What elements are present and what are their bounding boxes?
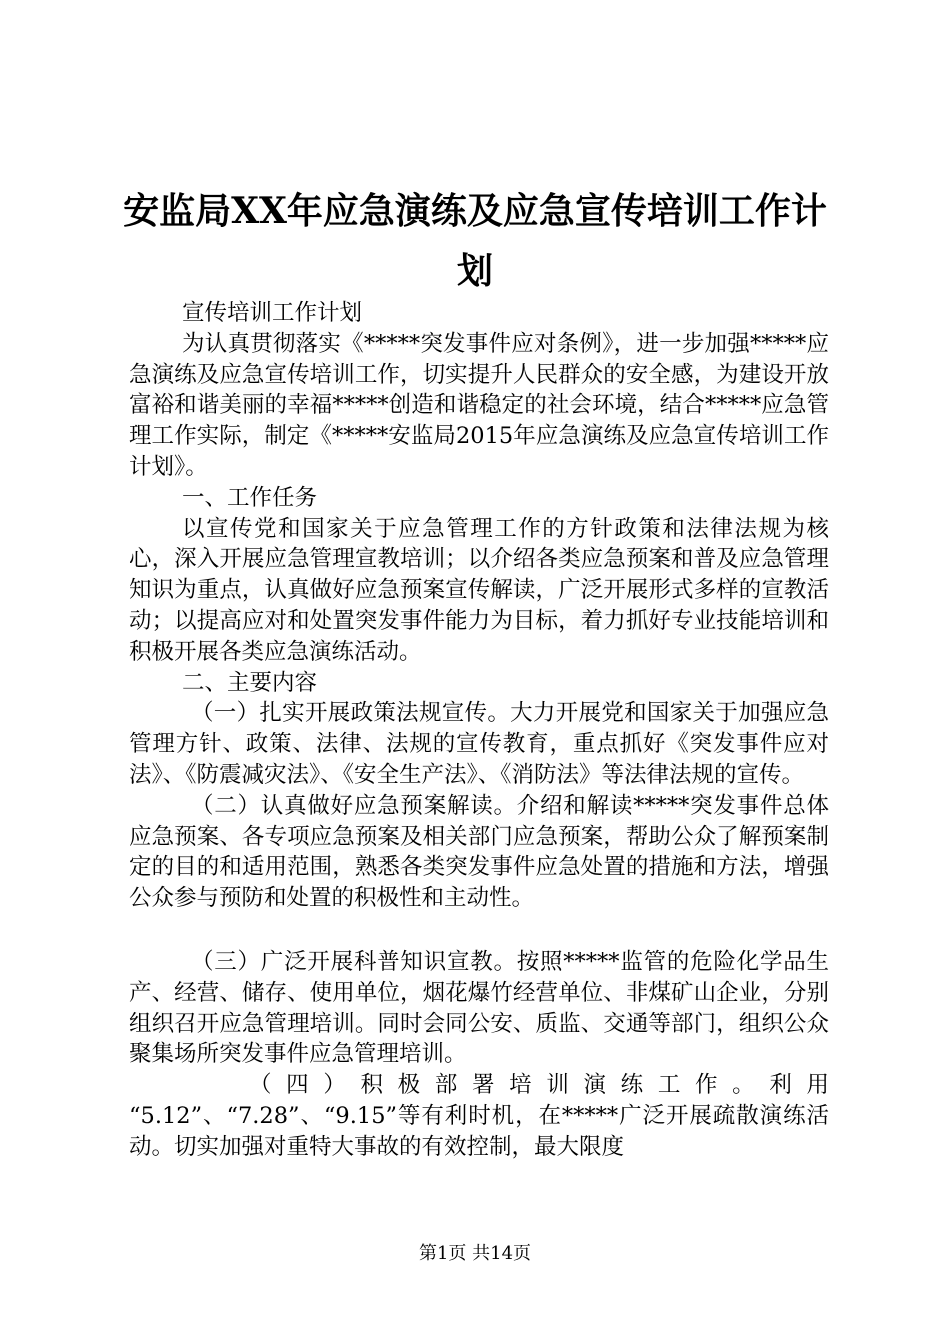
document-body	[129, 298, 829, 1163]
content-item-4-rest: “5.12”、“7.28”、“9.15”等有利时机，在*****广泛开展疏散演练活动。切实加强对重特大事故的有效控制，最大限度	[129, 1102, 829, 1160]
section-heading-tasks: 一、工作任务	[182, 484, 318, 511]
document-title-line2: 划	[456, 250, 493, 292]
tasks-paragraph: 以宣传党和国家关于应急管理工作的方针政策和法律法规为核心，深入开展应急管理宣教培训；以介绍各类应急预案和普及应急管理知识为重点，认真做好应急预案宣传解读，广泛开展形式多样的宣教活动；以提高应对和处置突发事件能力为目标，着力抓好专业技能培训和积极开展各类应急演练活动。	[129, 515, 829, 665]
content-item-2: （二）认真做好应急预案解读。介绍和解读*****突发事件总体应急预案、各专项应急预案及相关部门应急预案，帮助公众了解预案制定的目的和适用范围，熟悉各类突发事件应急处置的措施和方法，增强公众参与预防和处置的积极性和主动性。	[129, 792, 829, 912]
content-item-1: （一）扎实开展政策法规宣传。大力开展党和国家关于加强应急管理方针、政策、法律、法规的宣传教育，重点抓好《突发事件应对法》、《防震减灾法》、《安全生产法》、《消防法》等法律法规的宣传。	[129, 700, 829, 788]
content-item-4-first-line: （四）积极部署培训演练工作。利用	[249, 1072, 829, 1099]
page-footer: 第1页 共14页	[418, 1243, 532, 1264]
content-item-3: （三）广泛开展科普知识宣教。按照*****监管的危险化学品生产、经营、储存、使用单位，烟花爆竹经营单位、非煤矿山企业，分别组织召开应急管理培训。同时会同公安、质监、交通等部门，组织公众聚集场所突发事件应急管理培训。	[129, 948, 829, 1068]
section-heading-content: 二、主要内容	[182, 669, 318, 696]
intro-paragraph: 为认真贯彻落实《*****突发事件应对条例》，进一步加强*****应急演练及应急宣传培训工作，切实提升人民群众的安全感，为建设开放富裕和谐美丽的幸福*****创造和谐稳定的社会环境，结合*****应急管理工作实际，制定《*****安监局2015年应急演练及应急宣传培训工作计划》。	[129, 330, 829, 480]
subtitle: 宣传培训工作计划	[182, 300, 363, 326]
document-title-line1: 安监局XX年应急演练及应急宣传培训工作计	[123, 190, 827, 232]
paragraph-gap	[129, 914, 829, 947]
